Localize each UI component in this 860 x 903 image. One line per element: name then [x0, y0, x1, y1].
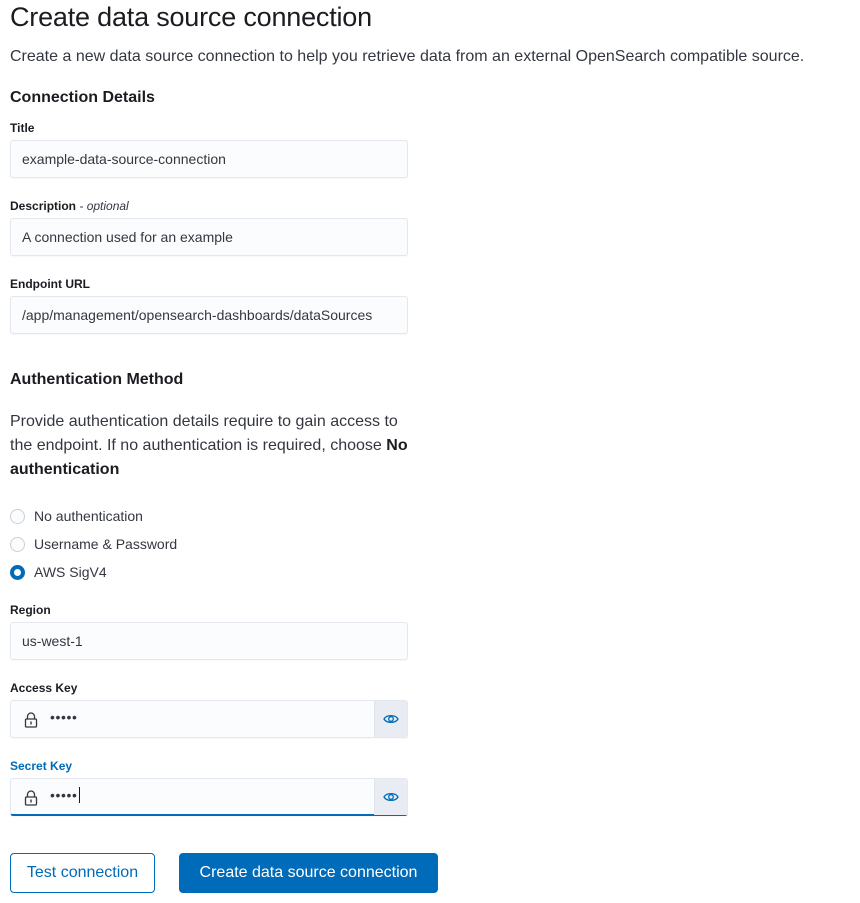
- connection-details-heading: Connection Details: [10, 89, 155, 106]
- page-intro: Create a new data source connection to help you retrieve data from an external OpenSearch compatible source.: [10, 48, 805, 65]
- description-input[interactable]: [10, 218, 408, 256]
- radio-no-authentication[interactable]: [10, 506, 143, 526]
- create-data-source-connection-button[interactable]: Create data source connection: [179, 853, 438, 893]
- eye-icon: [383, 791, 399, 803]
- title-label: Title: [10, 121, 35, 135]
- description-input-value: A connection used for an example: [22, 229, 233, 245]
- description-optional-hint: - optional: [79, 199, 129, 213]
- radio-circle[interactable]: [10, 509, 25, 524]
- lock-icon: [24, 712, 38, 728]
- radio-circle-selected[interactable]: [10, 565, 25, 580]
- radio-label: Username & Password: [34, 536, 178, 552]
- access-key-show-toggle[interactable]: [374, 701, 407, 737]
- region-input-value: us-west-1: [22, 633, 83, 649]
- lock-icon: [24, 790, 38, 806]
- title-input[interactable]: [10, 140, 408, 178]
- secret-key-input[interactable]: [10, 778, 408, 816]
- radio-username-password[interactable]: [10, 534, 177, 554]
- radio-label: AWS SigV4: [34, 564, 107, 580]
- description-label-text: Description: [10, 199, 77, 213]
- authentication-method-heading: Authentication Method: [10, 371, 184, 388]
- access-key-input[interactable]: [10, 700, 408, 738]
- secret-key-mask: •••••: [50, 787, 78, 803]
- access-key-label: Access Key: [10, 681, 78, 695]
- auth-help-text-body: Provide authentication details require to gain access to the endpoint. If no authentication is required, choose: [10, 413, 398, 454]
- radio-aws-sigv4[interactable]: [10, 562, 107, 582]
- region-label: Region: [10, 603, 51, 617]
- secret-key-label: Secret Key: [10, 759, 73, 773]
- auth-help-text: [10, 410, 420, 482]
- description-label: [10, 199, 129, 213]
- title-input-value: example-data-source-connection: [22, 151, 226, 167]
- eye-icon: [383, 713, 399, 725]
- secret-key-masked-value: [50, 787, 80, 803]
- auth-help-text-bold: No authentication: [10, 437, 408, 478]
- endpoint-label: Endpoint URL: [10, 277, 90, 291]
- secret-key-show-toggle[interactable]: [374, 779, 407, 815]
- page-title: Create data source connection: [10, 2, 372, 32]
- endpoint-input[interactable]: [10, 296, 408, 334]
- endpoint-input-value: /app/management/opensearch-dashboards/dataSources: [22, 307, 373, 323]
- access-key-masked-value: •••••: [50, 709, 78, 725]
- text-caret: [79, 787, 80, 803]
- radio-label: No authentication: [34, 508, 143, 524]
- radio-circle[interactable]: [10, 537, 25, 552]
- test-connection-button[interactable]: Test connection: [10, 853, 155, 893]
- region-input[interactable]: [10, 622, 408, 660]
